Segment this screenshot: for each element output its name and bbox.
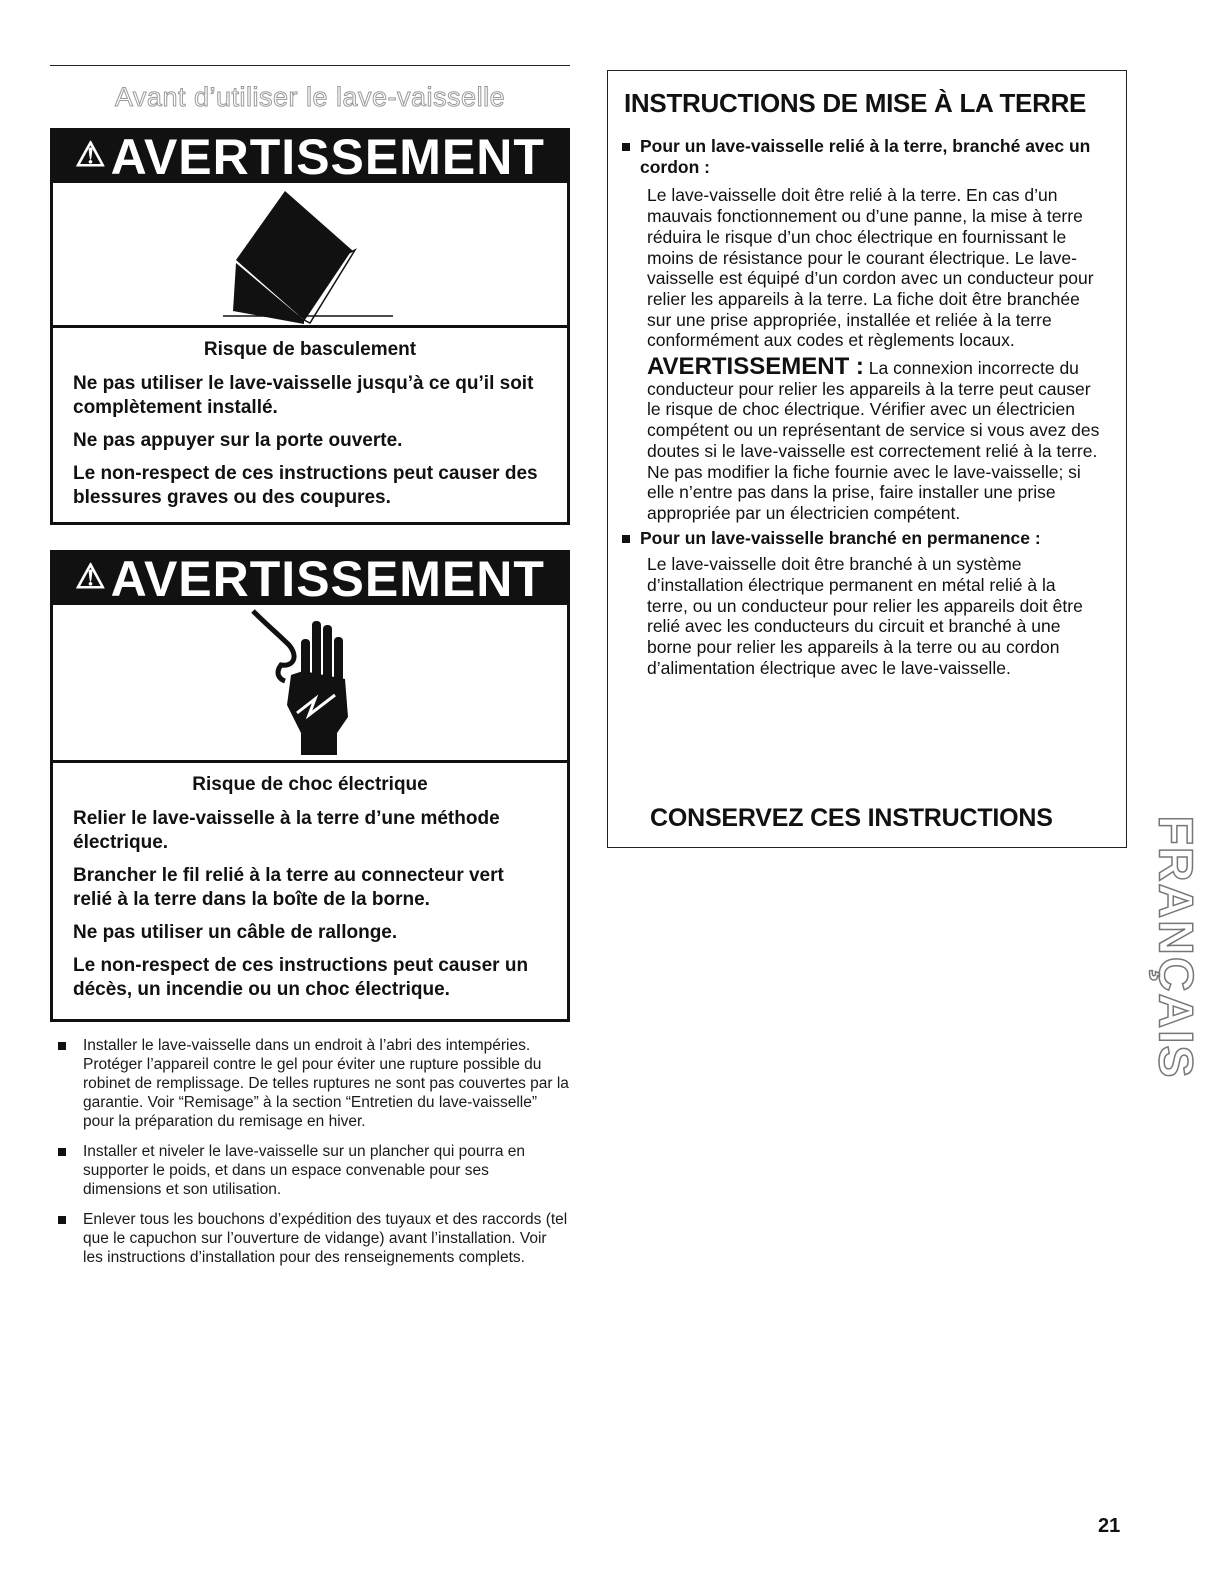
list-item-text: Installer et niveler le lave-vaisselle sur un plancher qui pourra en supporter le poids, et dans un espace convenable pour ses dimensions et son utilisation. — [83, 1143, 525, 1198]
language-tab-label: FRANÇAIS — [1148, 815, 1202, 1079]
list-item — [58, 1142, 570, 1199]
warning-triangle-icon: ⚠ — [75, 136, 107, 174]
list-item-text: Installer le lave-vaisselle dans un endroit à l’abri des intempéries. Protéger l’appareil contre le gel pour éviter une rupture possible du robinet de remplissage. De telles ruptures ne sont pas couvertes par la garantie. Voir “Remisage” à la section “Entretien du lave-vaisselle” pour la préparation du remisage en hiver. — [83, 1037, 569, 1130]
list-item — [58, 1036, 570, 1131]
tip-over-pictogram — [53, 183, 567, 328]
warning-header — [53, 553, 567, 605]
language-side-tab — [1150, 812, 1200, 1082]
bullet-icon — [58, 1042, 66, 1050]
electric-shock-hand-icon — [53, 605, 567, 760]
installation-bullets — [58, 1036, 570, 1278]
risk-label: Risque de choc électrique — [192, 774, 428, 795]
warning-box-tip-over — [50, 128, 570, 525]
page-number: 21 — [1098, 1515, 1121, 1537]
warning-box-electric-shock — [50, 550, 570, 1022]
avert-text: La connexion incorrecte du conducteur pour relier les appareils à la terre peut causer le risque de choc électrique. Vérifier avec un électricien compétent ou un représentant de service si vous avez des doutes si le lave-vaisselle est correctement relié à la terre. Ne pas modifier la fiche fournie avec le lave-vaisselle; si elle n’entre pas dans la prise, faire installer une prise appropriée par un électricien compétent. — [647, 358, 1100, 523]
warning-title: AVERTISSEMENT — [110, 551, 545, 607]
list-item-text: Enlever tous les bouchons d’expédition des tuyaux et des raccords (tel que le capuchon sur l’ouverture de vidange) avant l’installation. Voir les instructions d’installation pour des renseignements complets. — [83, 1211, 568, 1266]
warning-line: Ne pas utiliser un câble de rallonge. — [73, 922, 398, 943]
grounding-content — [622, 136, 1100, 679]
top-divider — [50, 65, 570, 66]
warning-line: Le non-respect de ces instructions peut causer des blessures graves ou des coupures. — [73, 463, 538, 508]
warning-line: Brancher le fil relié à la terre au connecteur vert relié à la terre dans la boîte de la borne. — [73, 865, 504, 910]
bullet-icon — [622, 143, 630, 151]
avert-paragraph — [647, 353, 1100, 524]
warning-line: Ne pas utiliser le lave-vaisselle jusqu’à ce qu’il soit complètement installé. — [73, 373, 534, 418]
section-title: Avant d’utiliser le lave-vaisselle — [114, 82, 506, 112]
cord-heading — [622, 136, 1100, 177]
grounding-title: INSTRUCTIONS DE MISE À LA TERRE — [624, 88, 1087, 118]
cord-heading-text: Pour un lave-vaisselle relié à la terre, branché avec un cordon : — [640, 136, 1091, 177]
perm-heading-text: Pour un lave-vaisselle branché en permanence : — [640, 527, 1041, 548]
electric-shock-pictogram — [53, 605, 567, 763]
risk-label: Risque de basculement — [203, 339, 417, 360]
warning-header — [53, 131, 567, 183]
save-instructions: CONSERVEZ CES INSTRUCTIONS — [650, 804, 1053, 832]
warning-triangle-icon: ⚠ — [75, 558, 107, 596]
cord-text: Le lave-vaisselle doit être relié à la terre. En cas d’un mauvais fonctionnement ou d’une panne, la mise à terre réduira le risque d’un choc électrique en fournissant le moins de résistance pour le courant électrique. Le lave-vaisselle est équipé d’un cordon avec un conducteur pour relier les appareils à la terre. La fiche doit être branchée sur une prise appropriée, installée et reliée à la terre conformément aux codes et règlements locaux. — [647, 185, 1094, 351]
warning-line: Relier le lave-vaisselle à la terre d’une méthode électrique. — [73, 808, 500, 853]
perm-text: Le lave-vaisselle doit être branché à un système d’installation électrique permanent en métal relié à la terre, ou un conducteur pour relier les appareils doit être relié avec les conducteurs du circuit et branché à une borne pour relier les appareils à la terre ou au cordon d’alimentation électrique avec le lave-vaisselle. — [647, 554, 1083, 678]
perm-heading — [622, 528, 1100, 549]
warning-line: Le non-respect de ces instructions peut causer un décès, un incendie ou un choc électrique. — [73, 955, 529, 1000]
warning-line: Ne pas appuyer sur la porte ouverte. — [73, 430, 403, 451]
warning-title: AVERTISSEMENT — [110, 129, 545, 185]
avert-label: AVERTISSEMENT : — [647, 353, 864, 381]
tip-over-icon — [53, 183, 567, 325]
bullet-icon — [622, 535, 630, 543]
bullet-icon — [58, 1148, 66, 1156]
list-item — [58, 1210, 570, 1267]
bullet-icon — [58, 1216, 66, 1224]
